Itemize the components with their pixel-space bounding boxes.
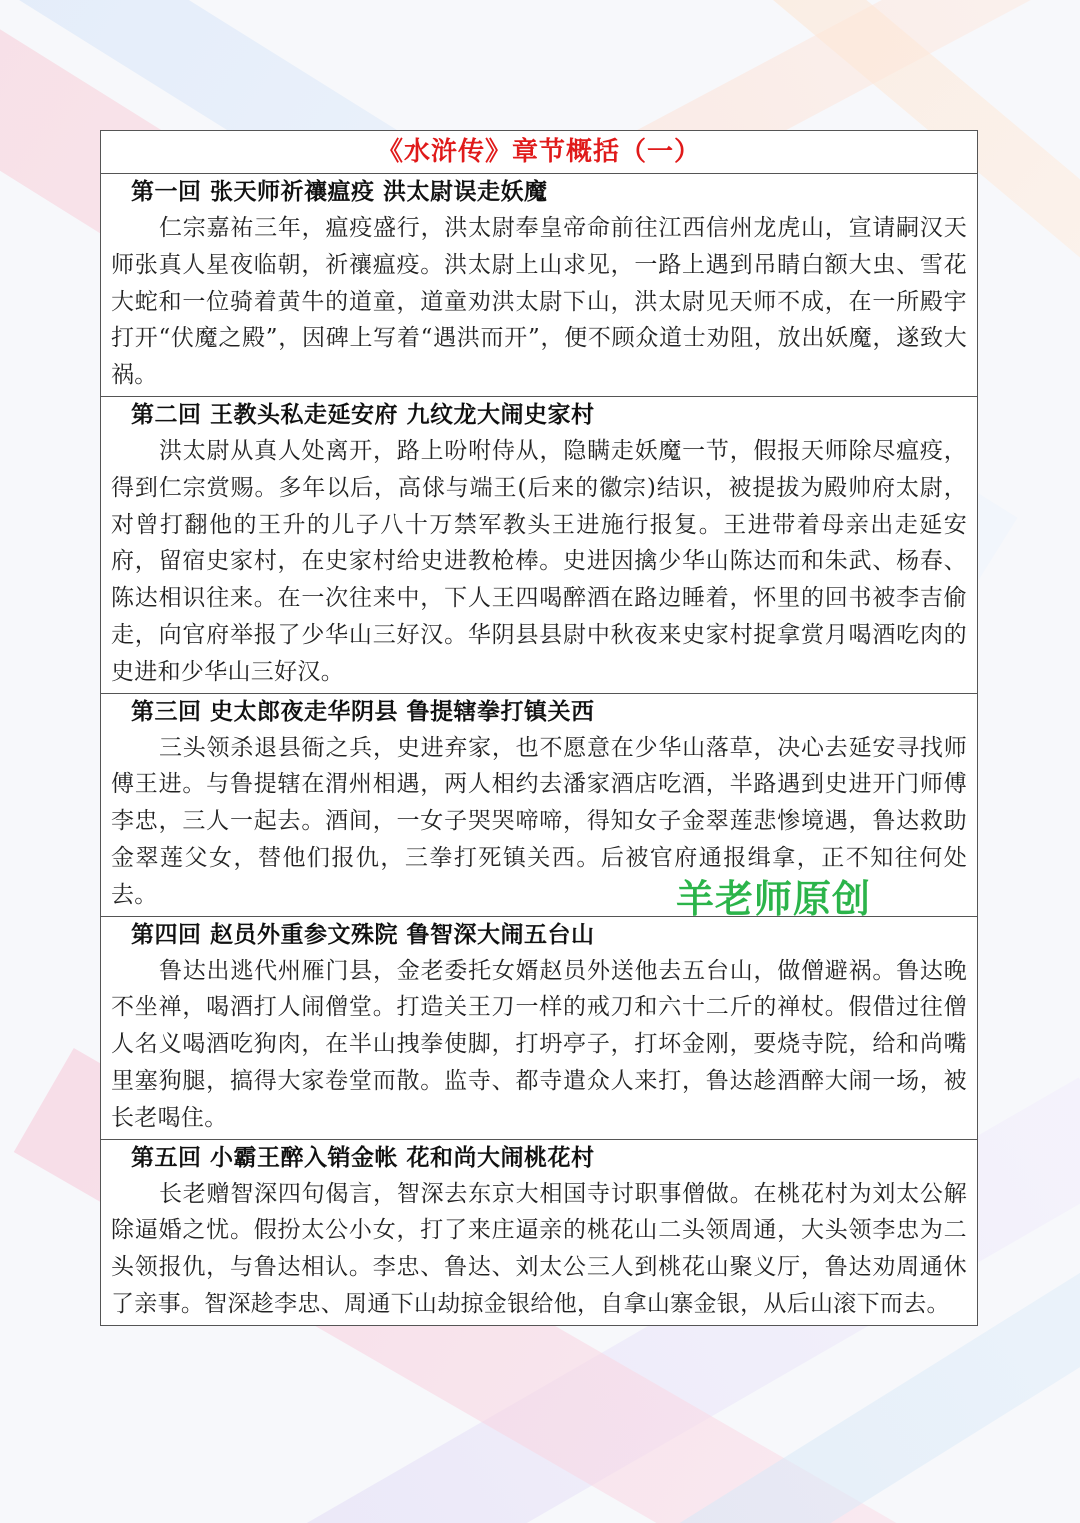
chapter-summary: 长老赠智深四句偈言，智深去东京大相国寺讨职事僧做。在桃花村为刘太公解除逼婚之忧。假扮太公小女，打了来庄逼亲的桃花山二头领周通，大头领李忠为二头领报仇，与鲁达相认。李忠、鲁达、刘太公三人到桃花山聚义厅，鲁达劝周通休了亲事。智深趁李忠、周通下山劫掠金银给他，自拿山寨金银，从后山滚下而去。	[111, 1180, 967, 1317]
chapter-5	[101, 1140, 977, 1325]
chapter-2	[101, 397, 977, 694]
chapter-1	[101, 174, 977, 397]
chapter-heading: 第二回 王教头私走延安府 九纹龙大闹史家村	[131, 400, 595, 428]
chapter-summary: 仁宗嘉祐三年，瘟疫盛行，洪太尉奉皇帝命前往江西信州龙虎山，宣请嗣汉天师张真人星夜临朝，祈禳瘟疫。洪太尉上山求见，一路上遇到吊睛白额大虫、雪花大蛇和一位骑着黄牛的道童，道童劝洪太尉下山，洪太尉见天师不成，在一所殿宇打开“伏魔之殿”，因碑上写着“遇洪而开”，便不顾众道士劝阻，放出妖魔，遂致大祸。	[111, 215, 967, 389]
document-title: 《水浒传》章节概括（一）	[101, 131, 977, 174]
chapter-summary-table	[100, 130, 978, 1326]
chapter-summary: 鲁达出逃代州雁门县，金老委托女婿赵员外送他去五台山，做僧避祸。鲁达晚不坐禅，喝酒打人闹僧堂。打造关王刀一样的戒刀和六十二斤的禅杖。假借过往僧人名义喝酒吃狗肉，在半山拽拳使脚，打坍亭子，打坏金刚，要烧寺院，给和尚嘴里塞狗腿，搞得大家卷堂而散。监寺、都寺遣众人来打，鲁达趁酒醉大闹一场，被长老喝住。	[111, 957, 967, 1131]
chapter-4	[101, 917, 977, 1140]
chapter-summary: 洪太尉从真人处离开，路上吩咐侍从，隐瞒走妖魔一节，假报天师除尽瘟疫，得到仁宗赏赐。多年以后，高俅与端王(后来的徽宗)结识，被提拔为殿帅府太尉，对曾打翻他的王升的儿子八十万禁军教头王进施行报复。王进带着母亲出走延安府，留宿史家村，在史家村给史进教枪棒。史进因擒少华山陈达而和朱武、杨春、陈达相识往来。在一次往来中，下人王四喝醉酒在路边睡着，怀里的回书被李吉偷走，向官府举报了少华山三好汉。华阴县县尉中秋夜来史家村捉拿赏月喝酒吃肉的史进和少华山三好汉。	[111, 437, 967, 685]
watermark-text: 羊老师原创	[676, 877, 872, 921]
chapter-summary: 三头领杀退县衙之兵，史进弃家，也不愿意在少华山落草，决心去延安寻找师傅王进。与鲁提辖在渭州相遇，两人相约去潘家酒店吃酒，半路遇到史进开门师傅李忠，三人一起去。酒间，一女子哭哭啼啼，得知女子金翠莲悲惨境遇，鲁达救助金翠莲父女，替他们报仇，三拳打死镇关西。后被官府通报缉拿，正不知往何处去。	[111, 734, 967, 908]
chapter-heading: 第一回 张天师祈禳瘟疫 洪太尉误走妖魔	[131, 178, 548, 205]
chapter-heading: 第四回 赵员外重参文殊院 鲁智深大闹五台山	[131, 920, 595, 948]
chapter-heading: 第五回 小霸王醉入销金帐 花和尚大闹桃花村	[131, 1143, 595, 1171]
chapter-heading: 第三回 史太郎夜走华阴县 鲁提辖拳打镇关西	[131, 697, 595, 725]
